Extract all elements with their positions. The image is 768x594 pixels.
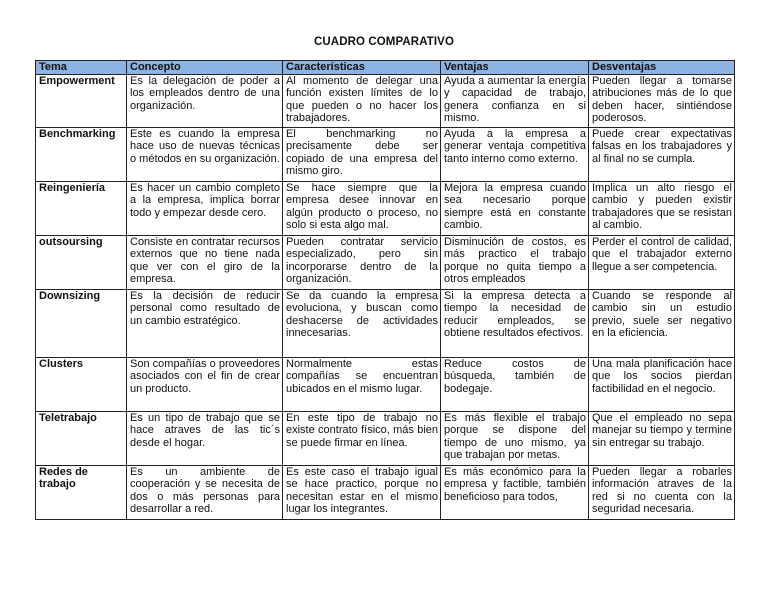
table-row <box>36 289 735 357</box>
cell-tema: outsoursing <box>36 235 127 289</box>
cell-concepto: Este es cuando la empresa hace uso de nuevas técnicas o métodos en su organización. <box>127 127 283 181</box>
cell-tema: Downsizing <box>36 289 127 357</box>
cell-tema: Reingeniería <box>36 181 127 235</box>
cell-desventajas: Una mala planificación hace que los socios pierdan factibilidad en el negocio. <box>589 357 735 411</box>
cell-concepto: Es la delegación de poder a los empleados dentro de una organización. <box>127 74 283 127</box>
cell-concepto: Consiste en contratar recursos externos que no tiene nada que ver con el giro de la empresa. <box>127 235 283 289</box>
table-row <box>36 411 735 465</box>
cell-concepto: Es hacer un cambio completo a la empresa, implica borrar todo y empezar desde cero. <box>127 181 283 235</box>
cell-concepto: Es un ambiente de cooperación y se necesita de dos o más personas para desarrollar a red. <box>127 465 283 519</box>
cell-tema: Empowerment <box>36 74 127 127</box>
cell-tema: Benchmarking <box>36 127 127 181</box>
cell-ventajas: Reduce costos de búsqueda, también de bodegaje. <box>441 357 589 411</box>
cell-tema: Redes de trabajo <box>36 465 127 519</box>
cell-caracteristicas: Es este caso el trabajo igual se hace practico, porque no necesitan estar en el mismo lugar los integrantes. <box>283 465 441 519</box>
table-row <box>36 74 735 127</box>
cell-tema: Clusters <box>36 357 127 411</box>
header-tema: Tema <box>36 61 127 75</box>
cell-ventajas: Ayuda a aumentar la energía y capacidad de trabajo, genera confianza en si mismo. <box>441 74 589 127</box>
table-row <box>36 357 735 411</box>
header-caracteristicas: Características <box>283 61 441 75</box>
table-row <box>36 465 735 519</box>
cell-desventajas: Que el empleado no sepa manejar su tiempo y termine sin entregar su trabajo. <box>589 411 735 465</box>
table-row <box>36 127 735 181</box>
cell-ventajas: Disminución de costos, es más practico el trabajo porque no quita tiempo a otros empleados <box>441 235 589 289</box>
cell-ventajas: Ayuda a la empresa a generar ventaja competitiva tanto interno como externo. <box>441 127 589 181</box>
cell-desventajas: Puede crear expectativas falsas en los trabajadores y al final no se cumpla. <box>589 127 735 181</box>
cell-caracteristicas: En este tipo de trabajo no existe contrato físico, más bien se puede firmar en línea. <box>283 411 441 465</box>
table-row <box>36 235 735 289</box>
cell-tema: Teletrabajo <box>36 411 127 465</box>
page-title: CUADRO COMPARATIVO <box>313 36 454 48</box>
table-row <box>36 181 735 235</box>
cell-caracteristicas: El benchmarking no precisamente debe ser copiado de una empresa del mismo giro. <box>283 127 441 181</box>
header-desventajas: Desventajas <box>589 61 735 75</box>
cell-caracteristicas: Se hace siempre que la empresa desee innovar en algún producto o proceso, no solo si esta algo mal. <box>283 181 441 235</box>
cell-concepto: Es un tipo de trabajo que se hace atraves de las tic´s desde el hogar. <box>127 411 283 465</box>
comparison-table <box>35 60 735 520</box>
cell-concepto: Son compañías o proveedores asociados con el fin de crear un producto. <box>127 357 283 411</box>
cell-ventajas: Si la empresa detecta a tiempo la necesidad de reducir empleados, se obtiene resultados efectivos. <box>441 289 589 357</box>
cell-concepto: Es la decisión de reducir personal como resultado de un cambio estratégico. <box>127 289 283 357</box>
cell-desventajas: Pueden llegar a tomarse atribuciones más de lo que deben hacer, sintiéndose poderosos. <box>589 74 735 127</box>
cell-caracteristicas: Se da cuando la empresa evoluciona, y buscan como deshacerse de actividades innecesarias. <box>283 289 441 357</box>
cell-desventajas: Cuando se responde al cambio sin un estudio previo, suele ser negativo en la eficiencia. <box>589 289 735 357</box>
header-concepto: Concepto <box>127 61 283 75</box>
cell-caracteristicas: Normalmente estas compañías se encuentran ubicados en el mismo lugar. <box>283 357 441 411</box>
cell-desventajas: Implica un alto riesgo el cambio y pueden existir trabajadores que se resistan al cambio. <box>589 181 735 235</box>
cell-caracteristicas: Pueden contratar servicio especializado, pero sin incorporarse dentro de la organización. <box>283 235 441 289</box>
header-row <box>36 61 735 75</box>
cell-ventajas: Es más económico para la empresa y factible, también beneficioso para todos, <box>441 465 589 519</box>
header-ventajas: Ventajas <box>441 61 589 75</box>
cell-ventajas: Es más flexible el trabajo porque se dispone del tiempo de uno mismo, ya que trabajan por metas. <box>441 411 589 465</box>
cell-caracteristicas: Al momento de delegar una función existen límites de lo que pueden o no hacer los trabajadores. <box>283 74 441 127</box>
cell-desventajas: Perder el control de calidad, que el trabajador externo llegue a ser competencia. <box>589 235 735 289</box>
cell-ventajas: Mejora la empresa cuando sea necesario porque siempre está en constante cambio. <box>441 181 589 235</box>
cell-desventajas: Pueden llegar a robarles información atraves de la red si no cuenta con la seguridad necesaria. <box>589 465 735 519</box>
